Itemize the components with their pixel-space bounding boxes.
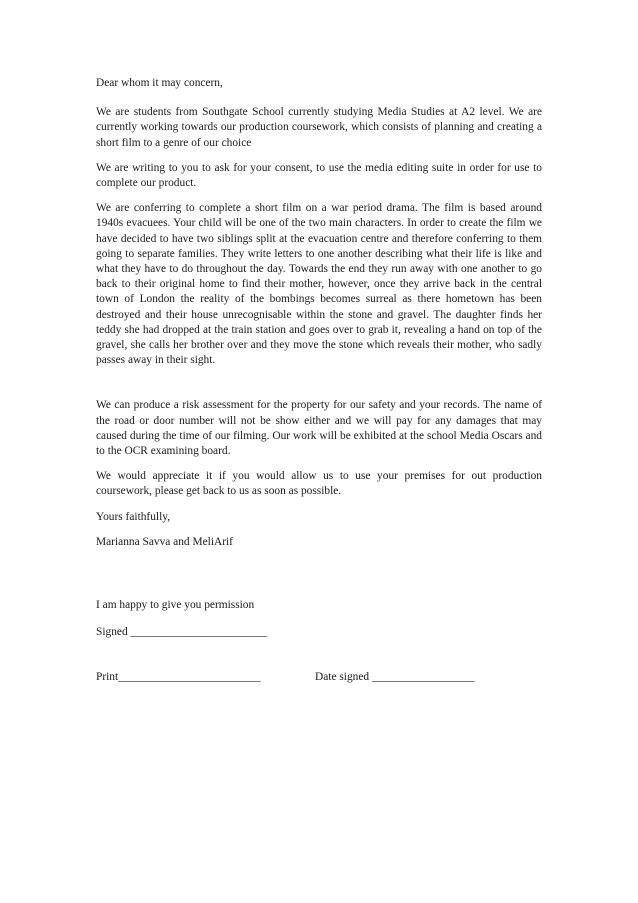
date-signed-line: Date signed __________________ [315, 671, 475, 684]
signed-line: Signed ________________________ [96, 626, 268, 639]
paragraph-risk-assessment: We can produce a risk assessment for the property for our safety and your records. The name of the road or door number will not be show either and we will pay for any damages that may caused during the time of our filming. Our work will be exhibited at the school Media Oscars and to the OCR examining board. [96, 399, 542, 458]
closing: Yours faithfully, [96, 510, 171, 523]
salutation: Dear whom it may concern, [96, 77, 223, 89]
print-name-line: Print_________________________ [96, 671, 261, 684]
paragraph-request-reply: We would appreciate it if you would allow us to use your premises for out production coursework, please get back to us as soon as possible. [96, 470, 542, 498]
permission-statement: I am happy to give you permission [96, 599, 255, 612]
paragraph-film-synopsis: We are conferring to complete a short film on a war period drama. The film is based around 1940s evacuees. Your child will be one of the two main characters. In order to create the film we have decided to have two siblings split at the evacuation centre and therefore conferring to them going to separate families. They write letters to one another describing what their life is like and what they have to do throughout the day. Towards the end they run away with one another to go back to their original home to find their mother, however, once they arrive back in the central town of London the reality of the bombings becomes surreal as there hometown has been destroyed and their house unrecognisable within the stone and gravel. The daughter finds her teddy she had dropped at the train station and goes over to grab it, revealing a hand on top of the gravel, she calls her brother over and they move the stone which reveals their mother, who sadly passes away in their sight. [96, 202, 542, 367]
paragraph-consent-request: We are writing to you to ask for your consent, to use the media editing suite in order for use to complete our product. [96, 161, 542, 190]
paragraph-intro: We are students from Southgate School currently studying Media Studies at A2 level. We are currently working towards our production coursework, which consists of planning and creating a short film to a genre of our choice [96, 106, 542, 149]
signature-row [96, 670, 542, 686]
letter-body [96, 76, 542, 686]
signers: Marianna Savva and MeliArif [96, 535, 233, 548]
